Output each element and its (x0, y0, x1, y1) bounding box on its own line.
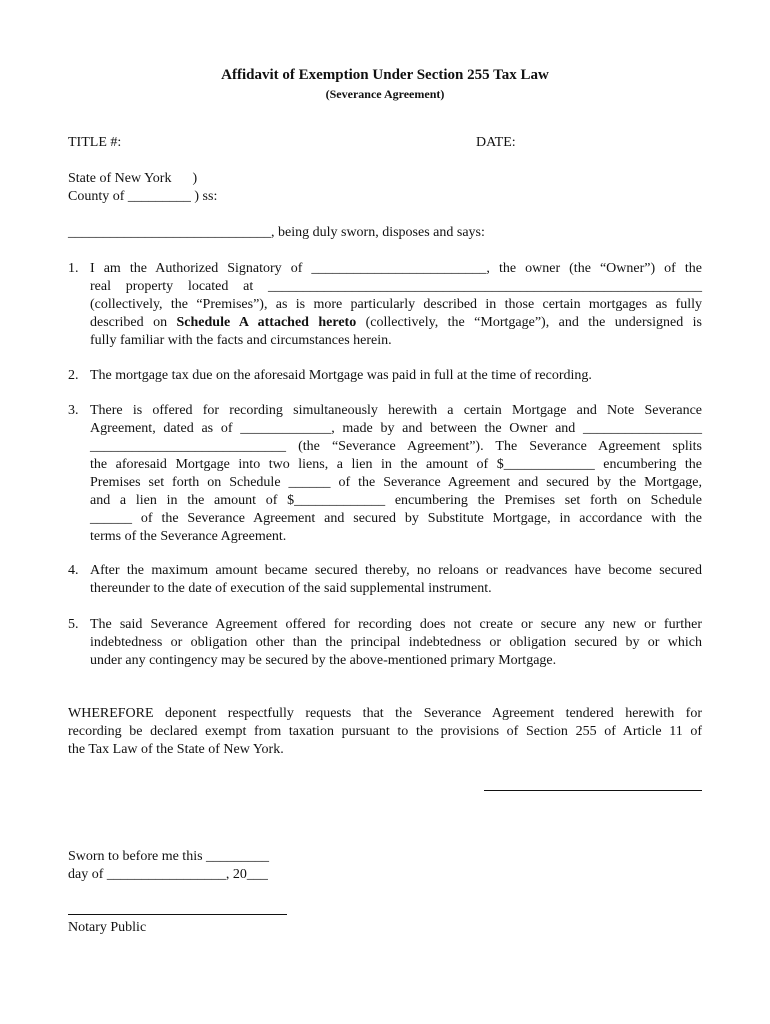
item-body (90, 260, 702, 350)
item-body (90, 616, 702, 670)
numbered-item-1 (68, 260, 702, 350)
item-body (90, 562, 702, 598)
text-segment: (collectively, the “Mortgage”), and the undersigned is (356, 315, 702, 330)
sworn-line-2: day of _________________, 20___ (68, 867, 268, 882)
item-number: 1. (68, 261, 79, 276)
text-line: recording be declared exempt from taxation pursuant to the provisions of Section 255 of Article 11 of (68, 724, 702, 739)
text-line: Agreement, dated as of _____________, made by and between the Owner and _________________ (90, 421, 702, 436)
item-number: 4. (68, 563, 79, 578)
item-body (90, 367, 702, 385)
item-number: 5. (68, 617, 79, 632)
item-body (90, 402, 702, 546)
numbered-item-2 (68, 367, 702, 385)
document-subtitle: (Severance Agreement) (325, 87, 445, 101)
text-line: The said Severance Agreement offered for recording does not create or secure any new or further (90, 617, 702, 632)
venue-county: County of _________ ) ss: (68, 189, 218, 204)
item-number: 2. (68, 368, 79, 383)
text-line: thereunder to the date of execution of the said supplemental instrument. (90, 581, 492, 596)
deponent-line: _____________________________, being duly sworn, disposes and says: (68, 225, 485, 240)
text-line: the aforesaid Mortgage into two liens, a lien in the amount of $_____________ encumbering the (90, 457, 702, 472)
text-line (90, 314, 702, 332)
title-number-label: TITLE #: (68, 135, 122, 150)
venue-state: State of New York ) (68, 171, 198, 186)
text-line: The mortgage tax due on the aforesaid Mortgage was paid in full at the time of recording. (90, 368, 592, 383)
text-line: real property located at ______________________________________________________________ (90, 279, 702, 294)
text-line: fully familiar with the facts and circumstances herein. (90, 333, 392, 348)
text-line: After the maximum amount became secured thereby, no reloans or readvances have become secured (90, 563, 702, 578)
sworn-line-1: Sworn to before me this _________ (68, 849, 270, 864)
text-line: and a lien in the amount of $_____________ encumbering the Premises set forth on Schedule (90, 493, 702, 508)
text-line: Premises set forth on Schedule ______ of the Severance Agreement and secured by the Mortgage, (90, 475, 702, 490)
deponent-signature-line (484, 790, 702, 791)
text-line: ____________________________ (the “Severance Agreement”). The Severance Agreement splits (90, 439, 702, 454)
text-line: ______ of the Severance Agreement and secured by Substitute Mortgage, in accordance with the (90, 511, 702, 526)
text-line: indebtedness or obligation other than the principal indebtedness or obligation secured by or which (90, 635, 702, 650)
document-title: Affidavit of Exemption Under Section 255 Tax Law (221, 67, 549, 83)
notary-public-label: Notary Public (68, 920, 147, 935)
numbered-item-5 (68, 616, 702, 670)
numbered-item-3 (68, 402, 702, 546)
item-number: 3. (68, 403, 79, 418)
text-line: the Tax Law of the State of New York. (68, 742, 284, 757)
wherefore-paragraph (68, 705, 702, 759)
text-line: terms of the Severance Agreement. (90, 529, 287, 544)
text-line: (collectively, the “Premises”), as is more particularly described in those certain mortgages as fully (90, 297, 702, 312)
numbered-item-4 (68, 562, 702, 598)
bold-text: Schedule A attached hereto (176, 315, 357, 330)
text-line: WHEREFORE deponent respectfully requests that the Severance Agreement tendered herewith for (68, 706, 702, 721)
notary-signature-line (68, 914, 287, 915)
date-label: DATE: (476, 135, 516, 150)
text-line: There is offered for recording simultaneously herewith a certain Mortgage and Note Severance (90, 403, 702, 418)
text-line: I am the Authorized Signatory of _________________________, the owner (the “Owner”) of the (90, 261, 702, 276)
text-segment: described on (90, 315, 177, 330)
text-line: under any contingency may be secured by the above-mentioned primary Mortgage. (90, 653, 557, 668)
wherefore-body (68, 705, 702, 759)
